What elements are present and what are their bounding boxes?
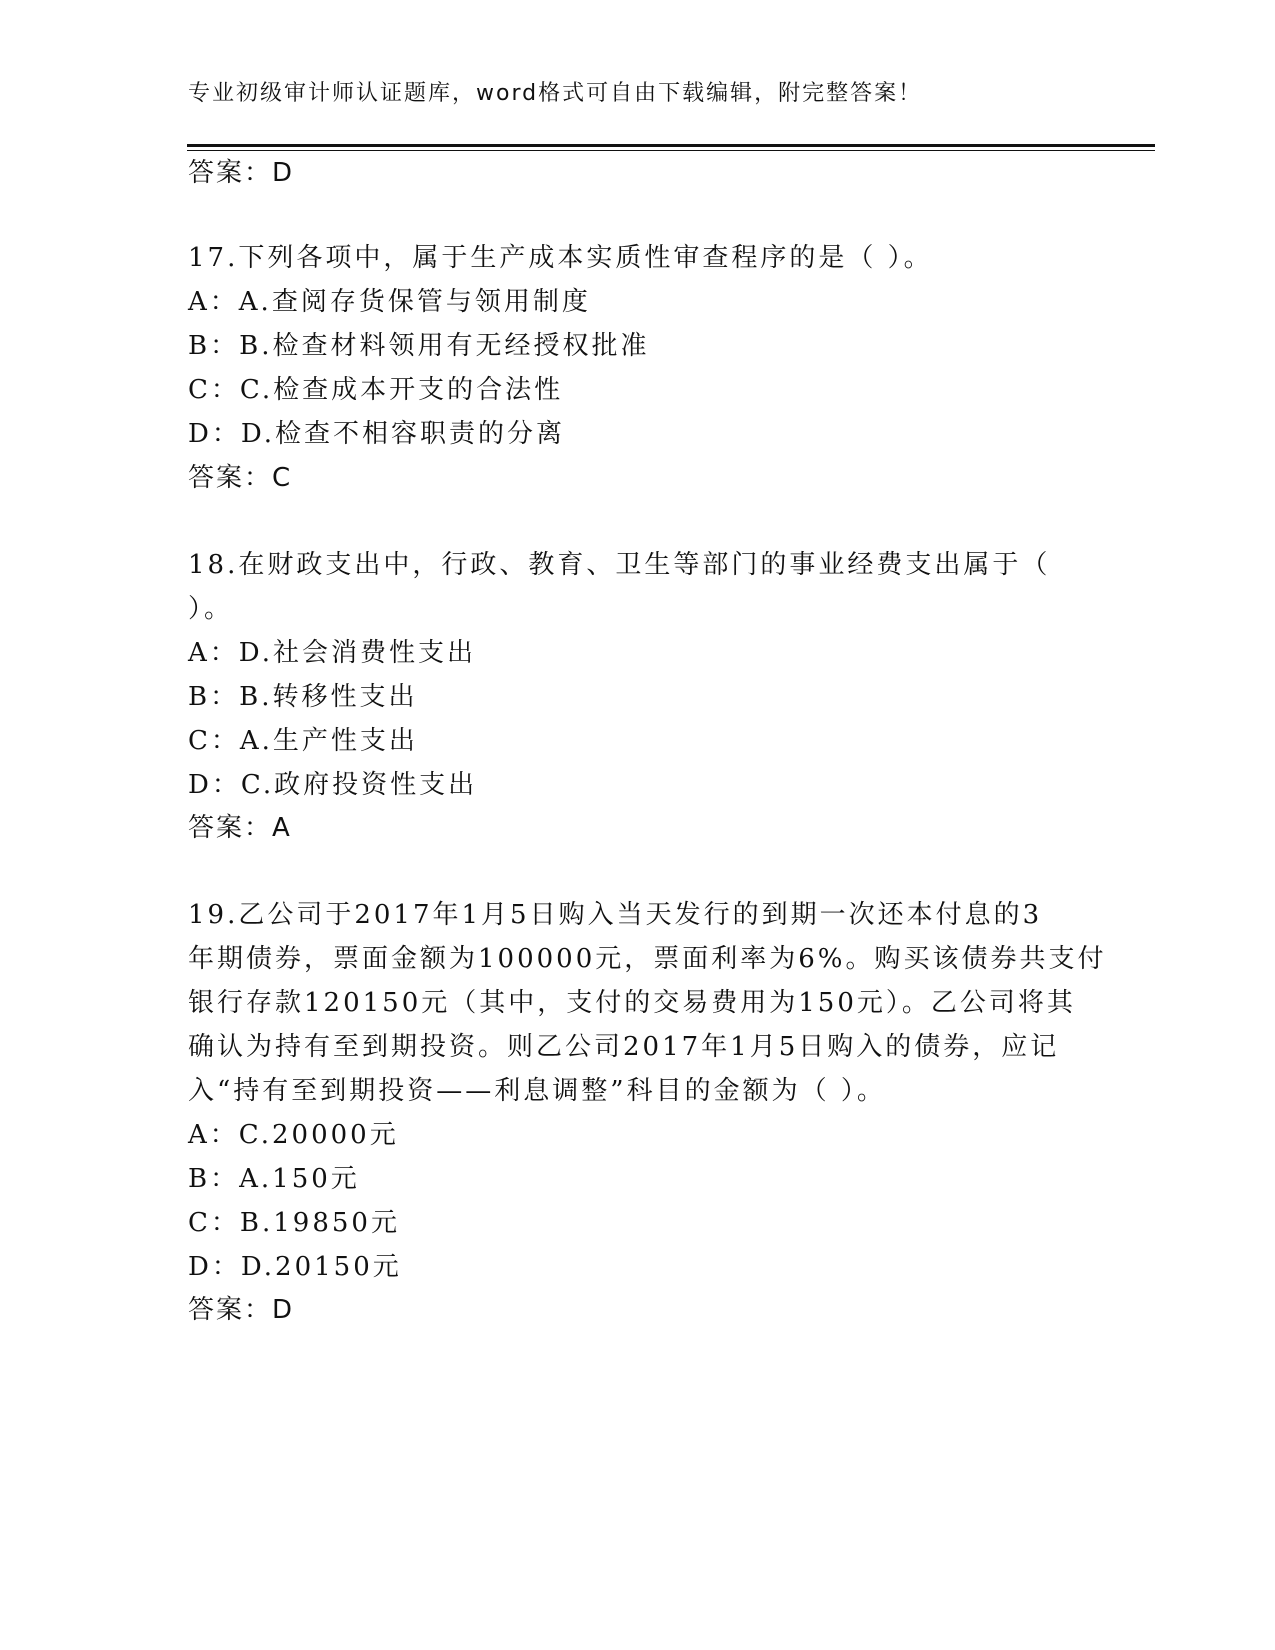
question-17-stem: 17.下列各项中，属于生产成本实质性审查程序的是（ ）。 <box>188 243 933 273</box>
question-19-stem-line-4: 确认为持有至到期投资。则乙公司2017年1月5日购入的债券，应记 <box>188 1032 1060 1062</box>
question-19-option-c: C：B.19850元 <box>188 1208 400 1238</box>
question-18-option-b: B：B.转移性支出 <box>188 682 418 712</box>
header-rule-thick <box>187 144 1155 147</box>
prev-answer: 答案：D <box>188 158 295 188</box>
question-18-answer: 答案：A <box>188 813 292 843</box>
question-17-option-b: B：B.检查材料领用有无经授权批准 <box>188 331 650 361</box>
question-18-stem-line-2: ）。 <box>188 594 234 624</box>
question-19-option-a: A：C.20000元 <box>188 1120 399 1150</box>
question-18-option-c: C：A.生产性支出 <box>188 726 418 756</box>
question-19-stem-line-2: 年期债券，票面金额为100000元，票面利率为6%。购买该债券共支付 <box>188 944 1107 974</box>
question-19-option-d: D：D.20150元 <box>188 1252 402 1282</box>
question-18-option-a: A：D.社会消费性支出 <box>188 638 476 668</box>
question-19-option-b: B：A.150元 <box>188 1164 360 1194</box>
header-rule-thin <box>187 150 1155 151</box>
question-19-stem-line-3: 银行存款120150元（其中，支付的交易费用为150元）。乙公司将其 <box>188 988 1076 1018</box>
question-19-stem-line-5: 入“持有至到期投资——利息调整”科目的金额为（ ）。 <box>188 1076 886 1106</box>
question-17-option-c: C：C.检查成本开支的合法性 <box>188 375 564 405</box>
question-17-answer: 答案：C <box>188 463 293 493</box>
question-19-answer: 答案：D <box>188 1295 295 1325</box>
question-17-option-d: D：D.检查不相容职责的分离 <box>188 419 566 449</box>
question-18-option-d: D：C.政府投资性支出 <box>188 770 478 800</box>
question-17-option-a: A：A.查阅存货保管与领用制度 <box>188 287 591 317</box>
question-18-stem-line-1: 18.在财政支出中，行政、教育、卫生等部门的事业经费支出属于（ <box>188 550 1051 580</box>
page-header: 专业初级审计师认证题库，word格式可自由下载编辑，附完整答案！ <box>188 81 923 106</box>
question-19-stem-line-1: 19.乙公司于2017年1月5日购入当天发行的到期一次还本付息的3 <box>188 900 1043 930</box>
